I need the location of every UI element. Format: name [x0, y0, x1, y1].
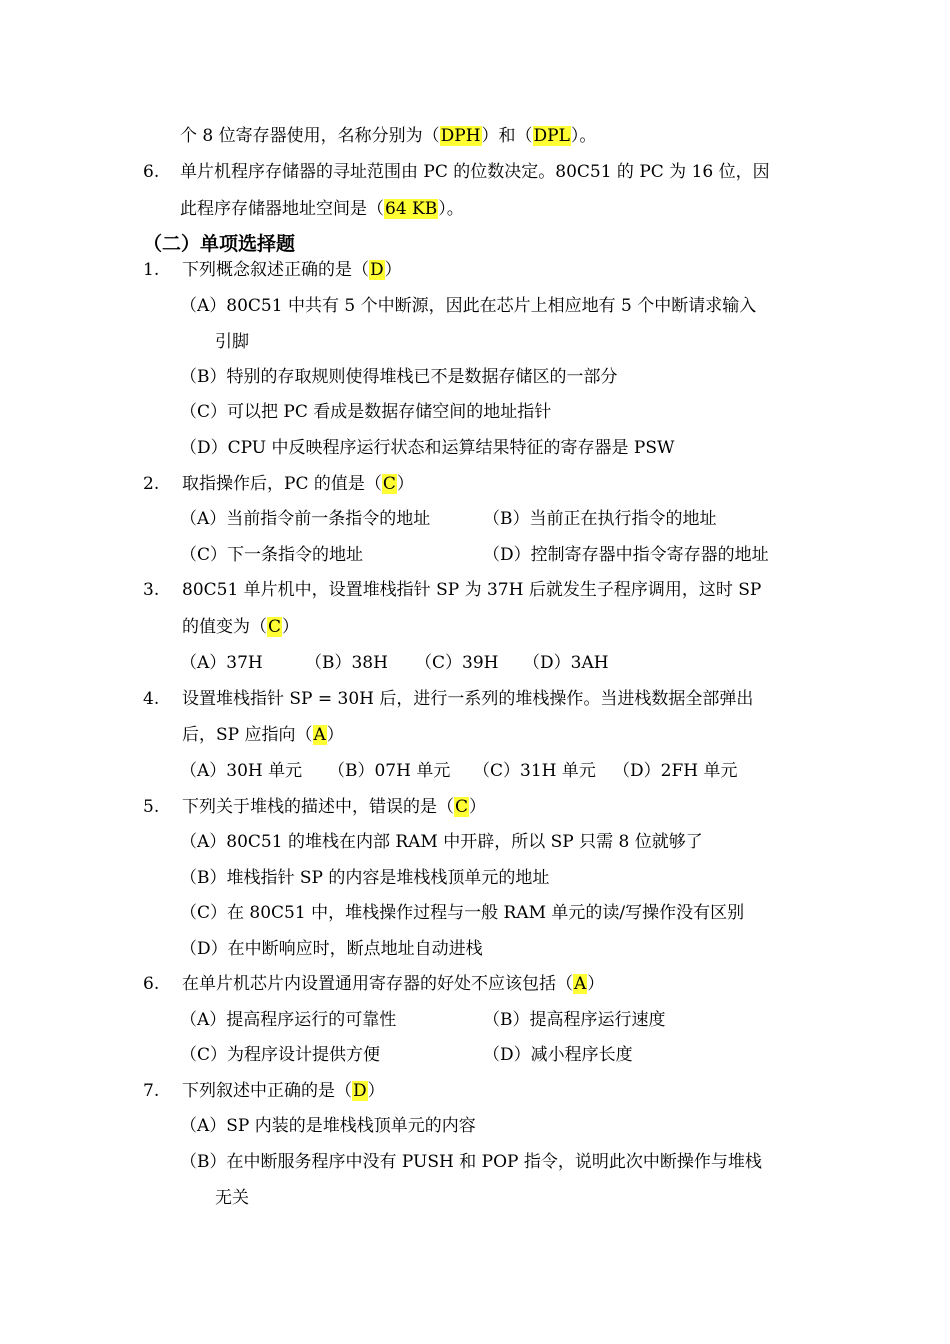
option: （C）在 80C51 中，堆栈操作过程与一般 RAM 单元的读/写操作没有区别	[180, 903, 745, 923]
answer-highlight: C	[268, 617, 282, 637]
option: （B）当前正在执行指令的地址	[483, 509, 717, 529]
intro-text: 个 8 位寄存器使用，名称分别为（	[180, 126, 440, 146]
option: （D）控制寄存器中指令寄存器的地址	[483, 545, 769, 565]
question-number: 1.	[143, 260, 160, 280]
option: （C）为程序设计提供方便	[180, 1045, 381, 1065]
question-stem	[182, 472, 414, 496]
stem-text: 下列关于堆栈的描述中，错误的是（	[182, 797, 454, 817]
answer-highlight: A	[313, 725, 326, 745]
option: （A）SP 内装的是堆栈栈顶单元的内容	[180, 1116, 476, 1136]
option: （B）07H 单元	[328, 761, 451, 781]
answer-highlight: 64 KB	[385, 199, 438, 219]
option: （B）特别的存取规则使得堆栈已不是数据存储区的一部分	[180, 367, 618, 387]
option: （C）31H 单元	[473, 761, 596, 781]
intro-text: ）和（	[481, 126, 533, 146]
option: （A）当前指令前一条指令的地址	[180, 509, 431, 529]
question-number: 2.	[143, 474, 160, 494]
stem-text: 下列叙述中正确的是（	[182, 1081, 352, 1101]
question-number: 7.	[143, 1081, 160, 1101]
option: （B）38H	[305, 653, 388, 673]
item-text	[180, 197, 464, 221]
stem-text: 的值变为（	[182, 617, 267, 637]
stem-text: 取指操作后，PC 的值是（	[182, 474, 382, 494]
answer-highlight: DPL	[533, 126, 570, 146]
item-text: ）。	[438, 199, 464, 219]
question-stem	[182, 723, 344, 747]
stem-text: ）	[282, 617, 300, 637]
item-text: 此程序存储器地址空间是（	[180, 199, 384, 219]
option: （D）3AH	[523, 653, 609, 673]
question-stem	[182, 972, 604, 996]
stem-text: ）	[384, 260, 402, 280]
option: 无关	[215, 1188, 249, 1208]
question-stem: 80C51 单片机中，设置堆栈指针 SP 为 37H 后就发生子程序调用，这时 SP	[182, 580, 762, 600]
option: （A）提高程序运行的可靠性	[180, 1010, 397, 1030]
question-stem: 设置堆栈指针 SP = 30H 后，进行一系列的堆栈操作。当进栈数据全部弹出	[182, 689, 754, 709]
stem-text: ）	[326, 725, 344, 745]
option: （D）2FH 单元	[613, 761, 738, 781]
question-number: 4.	[143, 689, 160, 709]
option: （A）30H 单元	[180, 761, 303, 781]
question-stem	[182, 258, 402, 282]
option: （A）80C51 中共有 5 个中断源，因此在芯片上相应地有 5 个中断请求输入	[180, 296, 757, 316]
stem-text: 下列概念叙述正确的是（	[182, 260, 369, 280]
option: （D）CPU 中反映程序运行状态和运算结果特征的寄存器是 PSW	[180, 438, 675, 458]
option: （A）80C51 的堆栈在内部 RAM 中开辟，所以 SP 只需 8 位就够了	[180, 832, 703, 852]
intro-line	[180, 124, 596, 148]
item-text: 单片机程序存储器的寻址范围由 PC 的位数决定。80C51 的 PC 为 16 位，因	[180, 162, 770, 182]
question-stem	[182, 615, 299, 639]
option: 引脚	[215, 332, 249, 352]
option: （D）在中断响应时，断点地址自动进栈	[180, 939, 483, 959]
answer-highlight: D	[370, 260, 384, 280]
answer-highlight: C	[455, 797, 469, 817]
stem-text: ）	[587, 974, 605, 994]
intro-text: ）。	[570, 126, 597, 146]
stem-text: 后，SP 应指向（	[182, 725, 313, 745]
option: （B）堆栈指针 SP 的内容是堆栈栈顶单元的地址	[180, 868, 550, 888]
question-number: 6.	[143, 974, 160, 994]
option: （A）37H	[180, 653, 263, 673]
option: （C）下一条指令的地址	[180, 545, 364, 565]
option: （C）可以把 PC 看成是数据存储空间的地址指针	[180, 402, 552, 422]
option: （B）在中断服务程序中没有 PUSH 和 POP 指令，说明此次中断操作与堆栈	[180, 1152, 762, 1172]
option: （D）减小程序长度	[483, 1045, 633, 1065]
question-number: 5.	[143, 797, 160, 817]
answer-highlight: C	[382, 474, 396, 494]
item-number: 6.	[143, 162, 160, 182]
option: （B）提高程序运行速度	[483, 1010, 666, 1030]
answer-highlight: DPH	[440, 126, 481, 146]
section-title: （二）单项选择题	[143, 233, 296, 255]
stem-text: 在单片机芯片内设置通用寄存器的好处不应该包括（	[182, 974, 573, 994]
question-number: 3.	[143, 580, 160, 600]
answer-highlight: A	[574, 974, 587, 994]
stem-text: ）	[469, 797, 487, 817]
option: （C）39H	[415, 653, 499, 673]
stem-text: ）	[367, 1081, 385, 1101]
answer-highlight: D	[353, 1081, 367, 1101]
stem-text: ）	[396, 474, 414, 494]
question-stem	[182, 795, 486, 819]
question-stem	[182, 1079, 385, 1103]
